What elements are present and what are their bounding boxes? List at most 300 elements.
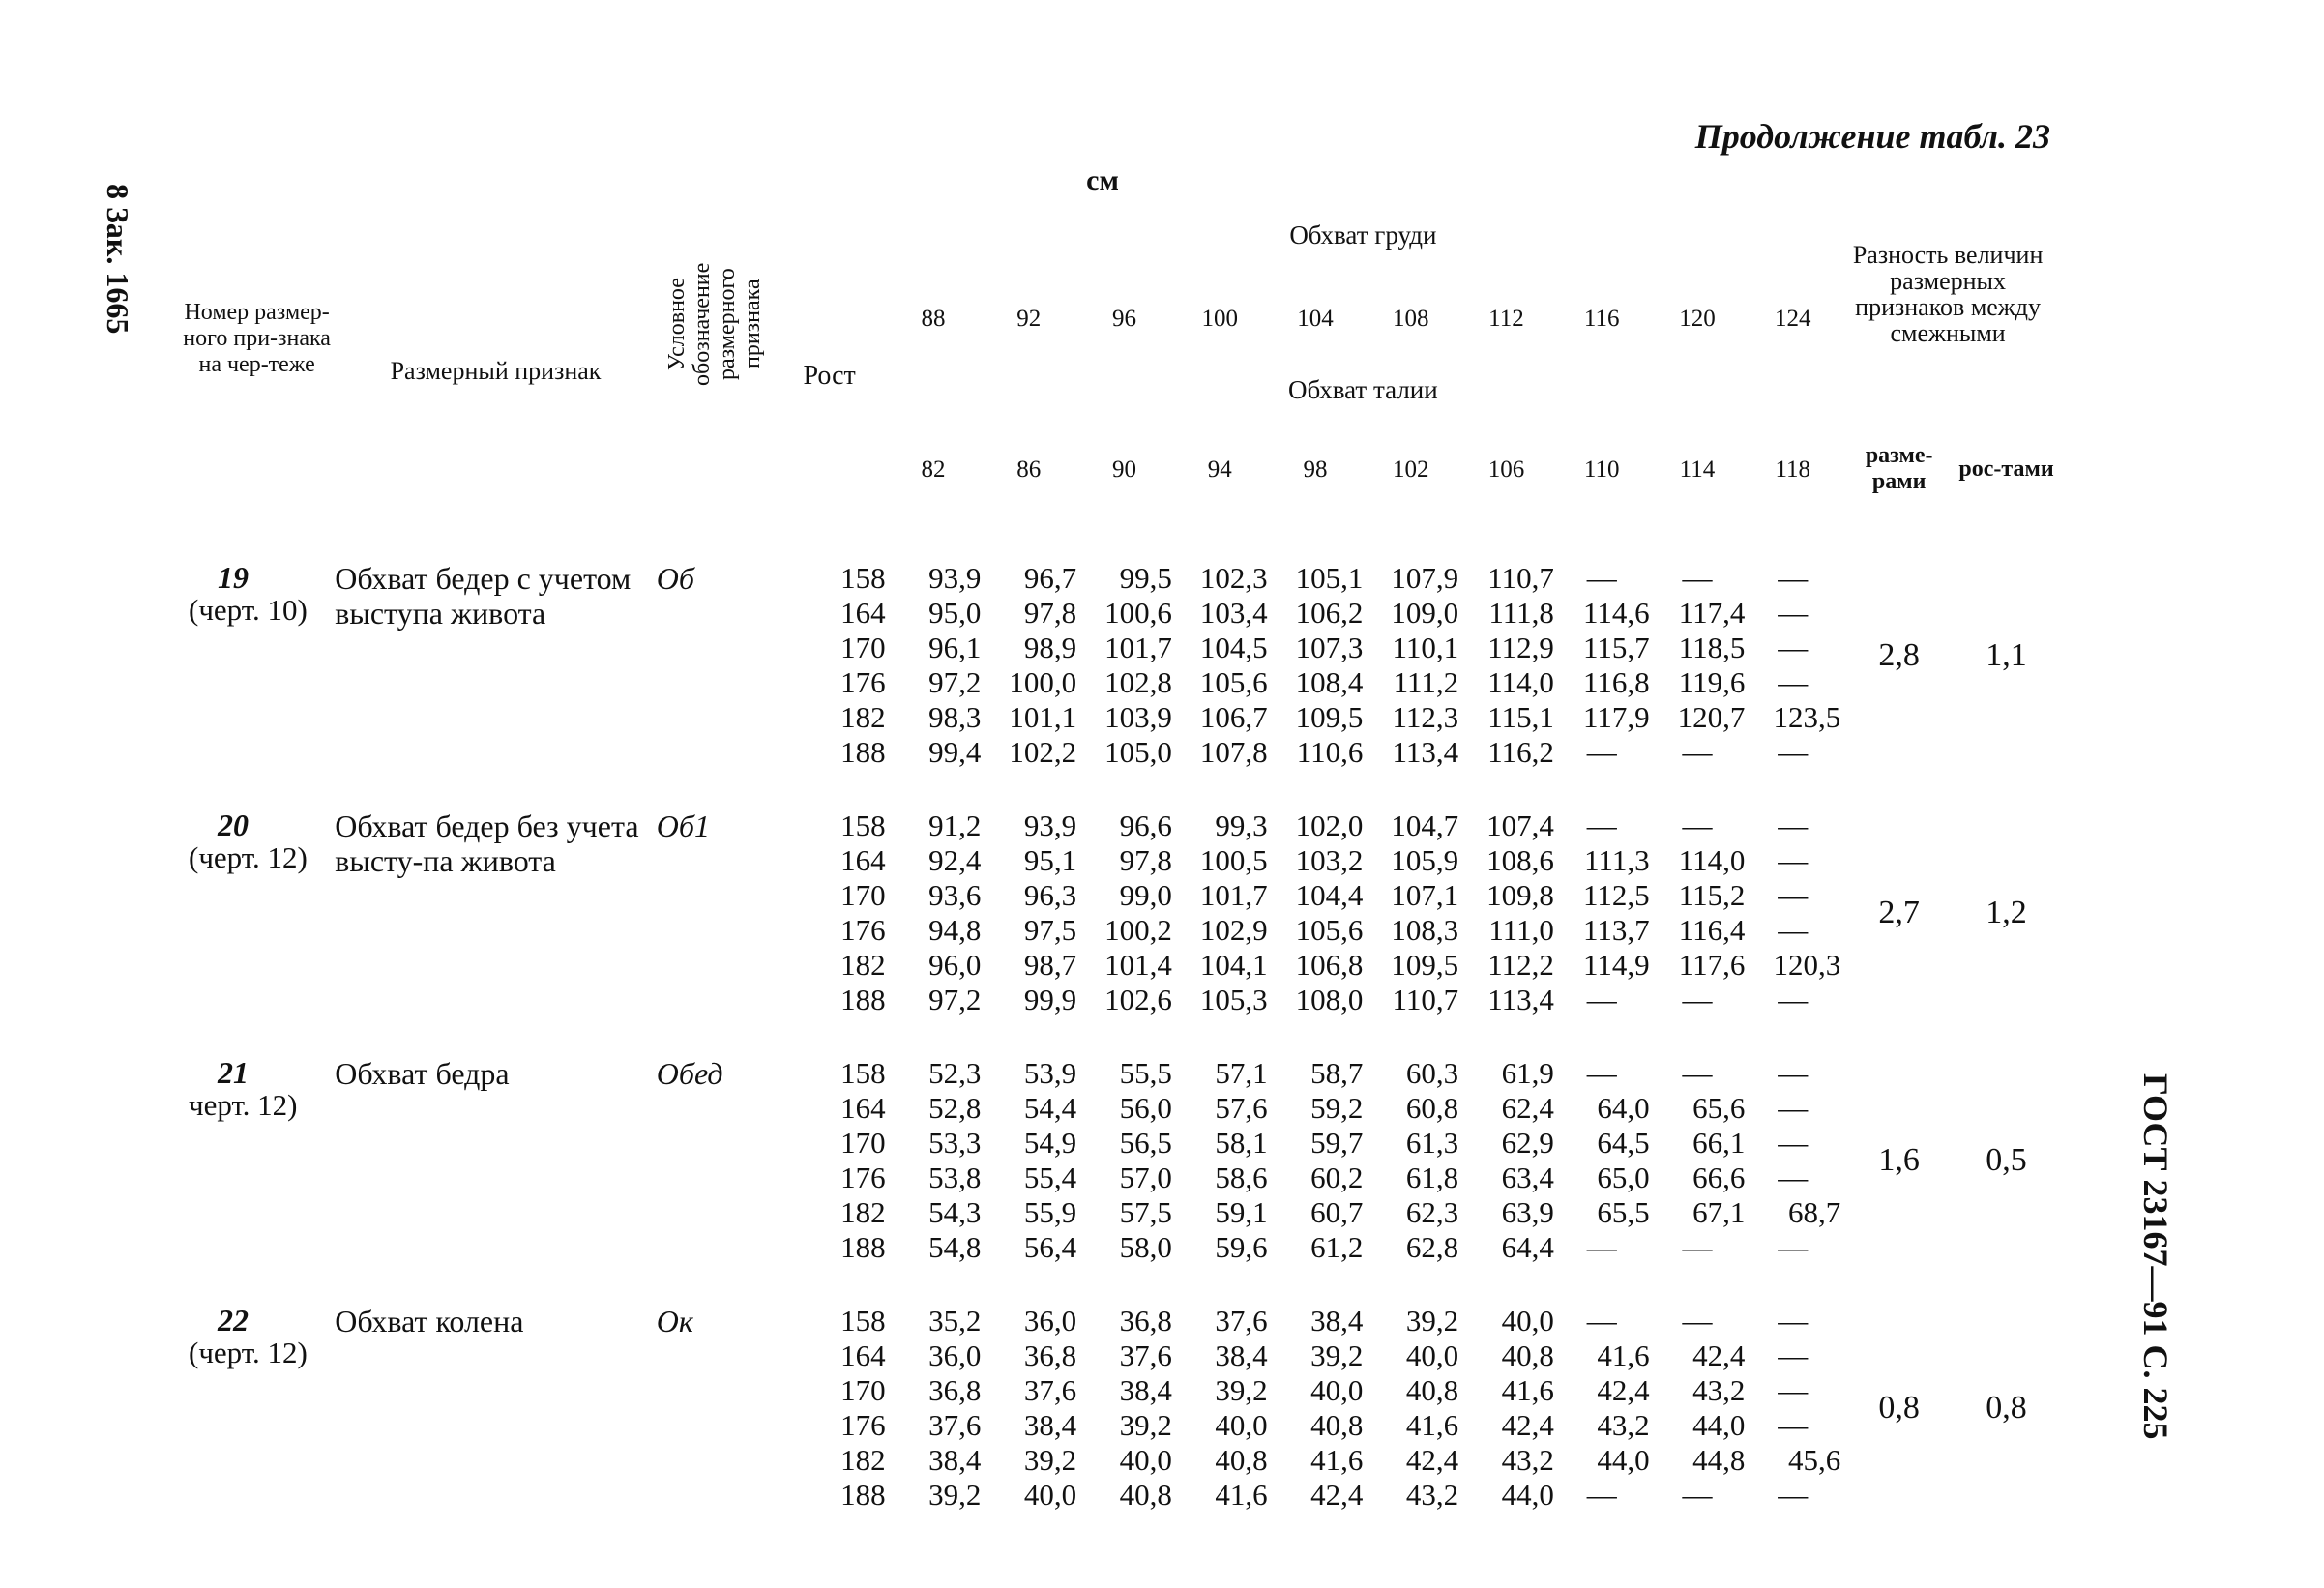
diff-heights-header: рос-тами [1958,456,2054,482]
row-drawing-ref: (черт. 10) [189,593,308,627]
waist-value-86: 86 [1016,456,1042,483]
row-symbol: Об [656,561,694,596]
measure-value: 117,6 [1678,948,1746,982]
measure-value: 35,2 [928,1304,982,1338]
value-column-116 [1554,522,1650,789]
measure-value: 43,2 [1597,1408,1650,1442]
measure-value: 112,2 [1487,948,1554,982]
row-number-cell [179,1284,335,1532]
measure-value: 113,4 [1487,983,1554,1016]
measure-value: 66,6 [1692,1161,1746,1194]
row-number: 22 [218,1303,249,1338]
row-drawing-ref: (черт. 12) [189,840,308,874]
measure-value: 108,3 [1391,913,1459,947]
measure-value: 116,4 [1678,913,1746,947]
measure-value: 40,8 [1215,1443,1268,1477]
measure-value: 42,4 [1501,1408,1554,1442]
row-feature-name: Обхват бедра [335,1056,510,1091]
measure-value: — [1682,1230,1713,1264]
measure-value: 38,4 [928,1443,982,1477]
measure-value: 41,6 [1310,1443,1364,1477]
measure-value: 113,7 [1582,913,1650,947]
measure-value: 101,4 [1104,948,1172,982]
measure-value: 65,5 [1597,1195,1650,1229]
measure-value: 99,9 [1023,983,1077,1016]
measure-value: 104,5 [1199,631,1268,664]
measure-value: 56,4 [1023,1230,1077,1264]
measure-value: 59,2 [1310,1091,1364,1125]
height-value: 176 [840,665,886,699]
measure-value: 110,7 [1487,561,1554,595]
measure-value: 42,4 [1405,1443,1459,1477]
measure-value: 111,0 [1488,913,1554,947]
measure-value: 68,7 [1787,1195,1841,1229]
measure-value: — [1778,983,1809,1016]
measure-value: 112,3 [1392,700,1459,734]
chest-value-120: 120 [1679,305,1716,332]
measure-value: 60,2 [1310,1161,1364,1194]
value-column-92 [981,789,1076,1037]
height-value: 182 [840,1443,886,1477]
measure-value: 59,1 [1215,1195,1268,1229]
measure-value: — [1778,878,1809,912]
measure-value: 105,6 [1295,913,1364,947]
measure-value: — [1586,1230,1617,1264]
row-symbol: Обед [656,1056,723,1091]
row-number: 21 [218,1055,249,1090]
table-row [179,1037,2055,1284]
row-heights [774,1037,886,1284]
row-drawing-ref: (черт. 12) [189,1336,308,1369]
chest-value-92: 92 [1016,305,1042,332]
measure-value: 97,2 [928,665,982,699]
row-diff-height: 1,2 [1986,895,2027,930]
waist-value-82: 82 [921,456,946,483]
height-value: 182 [840,1195,886,1229]
value-column-100 [1172,522,1268,789]
measure-value: 104,1 [1199,948,1268,982]
measure-value: 107,1 [1391,878,1459,912]
value-column-124 [1745,522,1840,789]
measure-value: — [1778,631,1809,664]
measure-value: 65,0 [1597,1161,1650,1194]
measure-value: — [1778,1126,1809,1160]
measure-value: 96,7 [1023,561,1077,595]
measure-value: — [1778,1230,1809,1264]
row-heights [774,789,886,1037]
measure-value: 114,9 [1582,948,1650,982]
diff-group-header: Разность величин размерных признаков между смежными [1852,241,2044,347]
measure-value: — [1778,561,1809,595]
measure-value: 52,3 [928,1056,982,1090]
continuation-title: Продолжение табл. 23 [1694,117,2050,156]
chest-group-header: Обхват груди [1289,221,1437,250]
measure-value: 39,2 [1310,1338,1364,1372]
measure-value: 99,3 [1215,809,1268,842]
measure-value: 37,6 [928,1408,982,1442]
measure-value: — [1682,983,1713,1016]
value-column-96 [1076,789,1172,1037]
measure-value: 62,3 [1405,1195,1459,1229]
measure-value: 38,4 [1215,1338,1268,1372]
value-column-124 [1745,1284,1840,1532]
measure-value: 45,6 [1787,1443,1841,1477]
measure-value: 114,0 [1678,843,1746,877]
measure-value: — [1778,913,1809,947]
measure-value: 102,6 [1104,983,1172,1016]
value-column-100 [1172,1037,1268,1284]
measure-value: 57,0 [1119,1161,1172,1194]
measure-value: 44,8 [1692,1443,1746,1477]
measure-value: 108,6 [1486,843,1554,877]
measure-value: — [1778,1056,1809,1090]
measure-value: 111,8 [1488,596,1554,630]
row-number: 19 [218,560,249,595]
height-value: 182 [840,700,886,734]
height-value: 170 [840,631,886,664]
measure-value: 54,4 [1023,1091,1077,1125]
value-column-88 [886,1284,982,1532]
measure-value: 65,6 [1692,1091,1746,1125]
measure-value: 96,3 [1023,878,1077,912]
measure-value: — [1778,596,1809,630]
measure-value: 60,7 [1310,1195,1364,1229]
measure-value: 60,8 [1405,1091,1459,1125]
row-number: 20 [218,808,249,842]
measure-value: 40,0 [1023,1478,1077,1512]
chest-value-112: 112 [1488,305,1524,332]
measure-value: 97,2 [928,983,982,1016]
measure-value: 62,9 [1501,1126,1554,1160]
measure-value: 36,0 [928,1338,982,1372]
measure-value: 62,4 [1501,1091,1554,1125]
height-value: 176 [840,1408,886,1442]
measure-value: 99,5 [1119,561,1172,595]
row-heights [774,522,886,789]
height-value: 158 [840,809,886,842]
measure-value: 109,8 [1486,878,1554,912]
measure-value: 103,9 [1104,700,1172,734]
height-value: 158 [840,1304,886,1338]
value-column-100 [1172,1284,1268,1532]
measure-value: 112,5 [1582,878,1650,912]
measure-value: 61,8 [1405,1161,1459,1194]
value-column-108 [1363,789,1458,1037]
waist-value-118: 118 [1775,456,1811,483]
measure-value: 37,6 [1215,1304,1268,1338]
measure-value: — [1778,809,1809,842]
measure-value: 108,0 [1295,983,1364,1016]
measure-value: — [1682,1304,1713,1338]
row-diff-height: 0,5 [1986,1142,2027,1178]
measure-value: 109,5 [1391,948,1459,982]
measure-value: 40,8 [1501,1338,1554,1372]
measure-value: 56,5 [1119,1126,1172,1160]
measure-value: 36,8 [1119,1304,1172,1338]
measure-value: 42,4 [1597,1373,1650,1407]
value-column-124 [1745,1037,1840,1284]
measure-value: 120,3 [1773,948,1841,982]
value-column-112 [1458,1037,1554,1284]
measure-value: 106,2 [1295,596,1364,630]
measure-value: 59,6 [1215,1230,1268,1264]
chest-value-96: 96 [1111,305,1136,332]
measure-value: 41,6 [1501,1373,1554,1407]
measure-value: 102,9 [1199,913,1268,947]
value-column-108 [1363,522,1458,789]
col-feature-header: Размерный признак [390,357,602,385]
measure-value: 115,1 [1487,700,1554,734]
measure-value: 102,8 [1104,665,1172,699]
chest-value-104: 104 [1297,305,1334,332]
measure-value: 52,8 [928,1091,982,1125]
size-table [179,213,2055,1532]
right-margin-standard: ГОСТ 23167—91 С. 225 [2136,1073,2175,1440]
measure-value: — [1682,1478,1713,1512]
row-diff-size: 0,8 [1878,1390,1920,1426]
measure-value: 103,4 [1199,596,1268,630]
unit-label: см [1086,164,1119,196]
waist-value-94: 94 [1207,456,1232,483]
measure-value: 96,1 [928,631,982,664]
row-feature-name: Обхват бедер с учетом выступа живота [335,561,632,631]
height-value: 164 [840,1338,886,1372]
measure-value: — [1778,1304,1809,1338]
measure-value: 64,4 [1501,1230,1554,1264]
measure-value: 123,5 [1773,700,1841,734]
measure-value: 114,6 [1582,596,1650,630]
measure-value: — [1778,1338,1809,1372]
measure-value: 111,3 [1584,843,1650,877]
measure-value: 98,9 [1023,631,1077,664]
measure-value: — [1682,809,1713,842]
measure-value: 102,0 [1295,809,1364,842]
measure-value: 93,9 [928,561,982,595]
measure-value: 56,0 [1119,1091,1172,1125]
measure-value: 105,9 [1391,843,1459,877]
measure-value: 53,8 [928,1161,982,1194]
measure-value: 39,2 [1405,1304,1459,1338]
measure-value: — [1778,843,1809,877]
value-column-108 [1363,1284,1458,1532]
measure-value: — [1778,1373,1809,1407]
measure-value: 54,3 [928,1195,982,1229]
measure-value: 101,7 [1199,878,1268,912]
value-column-96 [1076,1284,1172,1532]
measure-value: 112,9 [1487,631,1554,664]
measure-value: 102,3 [1199,561,1268,595]
measure-value: 39,2 [1119,1408,1172,1442]
measure-value: 36,0 [1023,1304,1077,1338]
measure-value: 40,0 [1215,1408,1268,1442]
measure-value: 57,5 [1119,1195,1172,1229]
measure-value: — [1586,1056,1617,1090]
waist-value-114: 114 [1679,456,1716,483]
measure-value: 54,8 [928,1230,982,1264]
measure-value: 42,4 [1310,1478,1364,1512]
measure-value: 105,6 [1199,665,1268,699]
measure-value: — [1586,735,1617,769]
value-column-92 [981,1284,1076,1532]
measure-value: 64,5 [1597,1126,1650,1160]
value-column-120 [1650,522,1746,789]
measure-value: 40,0 [1119,1443,1172,1477]
col-symbol-header [657,213,774,522]
measure-value: 40,0 [1501,1304,1554,1338]
chest-value-116: 116 [1583,305,1620,332]
measure-value: 95,1 [1023,843,1077,877]
row-number-cell [179,522,335,789]
measure-value: 116,8 [1582,665,1650,699]
measure-value: 116,2 [1487,735,1554,769]
measure-value: 105,3 [1199,983,1268,1016]
measure-value: 109,0 [1391,596,1459,630]
measure-value: 98,3 [928,700,982,734]
col-height-header: Рост [803,361,856,391]
measure-value: 97,8 [1023,596,1077,630]
value-column-104 [1268,789,1364,1037]
height-value: 164 [840,596,886,630]
measure-value: 117,4 [1678,596,1746,630]
value-column-108 [1363,1037,1458,1284]
measure-value: 39,2 [1215,1373,1268,1407]
measure-value: 96,0 [928,948,982,982]
waist-value-98: 98 [1303,456,1328,483]
measure-value: 53,9 [1023,1056,1077,1090]
measure-value: 100,6 [1104,596,1172,630]
measure-value: 59,7 [1310,1126,1364,1160]
value-column-92 [981,522,1076,789]
height-value: 176 [840,913,886,947]
value-column-120 [1650,1284,1746,1532]
measure-value: 110,1 [1392,631,1459,664]
measure-value: 36,8 [928,1373,982,1407]
measure-value: 44,0 [1692,1408,1746,1442]
measure-value: 96,6 [1119,809,1172,842]
measure-value: 58,1 [1215,1126,1268,1160]
measure-value: — [1778,1478,1809,1512]
measure-value: 66,1 [1692,1126,1746,1160]
measure-value: 102,2 [1009,735,1077,769]
value-column-112 [1458,522,1554,789]
row-diff-size: 2,7 [1878,895,1920,930]
measure-value: 99,4 [928,735,982,769]
measure-value: 104,7 [1391,809,1459,842]
measure-value: 36,8 [1023,1338,1077,1372]
measure-value: 118,5 [1678,631,1746,664]
row-diff-size: 2,8 [1878,637,1920,673]
measure-value: — [1682,561,1713,595]
row-diff-height: 0,8 [1986,1390,2027,1426]
measure-value: 99,0 [1119,878,1172,912]
value-column-124 [1745,789,1840,1037]
height-value: 158 [840,1056,886,1090]
measure-value: — [1586,1478,1617,1512]
measure-value: 62,8 [1405,1230,1459,1264]
measure-value: — [1586,809,1617,842]
height-value: 188 [840,1478,886,1512]
row-number-cell [179,1037,335,1284]
height-value: 164 [840,1091,886,1125]
measure-value: — [1778,1161,1809,1194]
measure-value: 37,6 [1119,1338,1172,1372]
measure-value: — [1778,665,1809,699]
measure-value: — [1682,735,1713,769]
value-column-116 [1554,1037,1650,1284]
table-row [179,522,2055,789]
measure-value: 107,4 [1486,809,1554,842]
waist-value-102: 102 [1392,456,1429,483]
measure-value: 40,8 [1405,1373,1459,1407]
measure-value: — [1586,983,1617,1016]
measure-value: 120,7 [1677,700,1746,734]
row-diff-size: 1,6 [1878,1142,1920,1178]
row-feature-name: Обхват колена [335,1304,524,1338]
measure-value: 38,4 [1310,1304,1364,1338]
measure-value: 107,9 [1391,561,1459,595]
row-drawing-ref: черт. 12) [189,1088,298,1122]
measure-value: 40,8 [1119,1478,1172,1512]
measure-value: 41,6 [1597,1338,1650,1372]
diff-sizes-header: разме-рами [1865,443,1933,494]
chest-value-108: 108 [1392,305,1429,332]
row-heights [774,1284,886,1532]
measure-value: 106,7 [1199,700,1268,734]
measure-value: 100,5 [1199,843,1268,877]
value-column-104 [1268,1037,1364,1284]
value-column-120 [1650,789,1746,1037]
measure-value: 106,8 [1295,948,1364,982]
measure-value: 43,2 [1501,1443,1554,1477]
size-table-sheet [179,213,2055,1512]
measure-value: 101,7 [1104,631,1172,664]
height-value: 158 [840,561,886,595]
measure-value: 55,9 [1023,1195,1077,1229]
measure-value: 107,3 [1295,631,1364,664]
value-column-112 [1458,789,1554,1037]
measure-value: 103,2 [1295,843,1364,877]
height-value: 164 [840,843,886,877]
measure-value: 40,0 [1405,1338,1459,1372]
table-row [179,789,2055,1037]
waist-value-110: 110 [1583,456,1620,483]
measure-value: 40,8 [1310,1408,1364,1442]
value-column-88 [886,522,982,789]
height-value: 170 [840,878,886,912]
measure-value: 58,0 [1119,1230,1172,1264]
measure-value: 95,0 [928,596,982,630]
measure-value: 60,3 [1405,1056,1459,1090]
measure-value: 115,7 [1582,631,1650,664]
value-column-88 [886,1037,982,1284]
chest-value-88: 88 [921,305,946,332]
measure-value: 115,2 [1678,878,1746,912]
measure-value: 41,6 [1215,1478,1268,1512]
value-column-120 [1650,1037,1746,1284]
table-row [179,1284,2055,1532]
measure-value: — [1586,561,1617,595]
measure-value: 98,7 [1023,948,1077,982]
row-number-cell [179,789,335,1037]
measure-value: 100,0 [1009,665,1077,699]
measure-value: 108,4 [1295,665,1364,699]
measure-value: 53,3 [928,1126,982,1160]
value-column-88 [886,789,982,1037]
measure-value: 64,0 [1597,1091,1650,1125]
height-value: 182 [840,948,886,982]
measure-value: 61,9 [1501,1056,1554,1090]
measure-value: 105,1 [1295,561,1364,595]
